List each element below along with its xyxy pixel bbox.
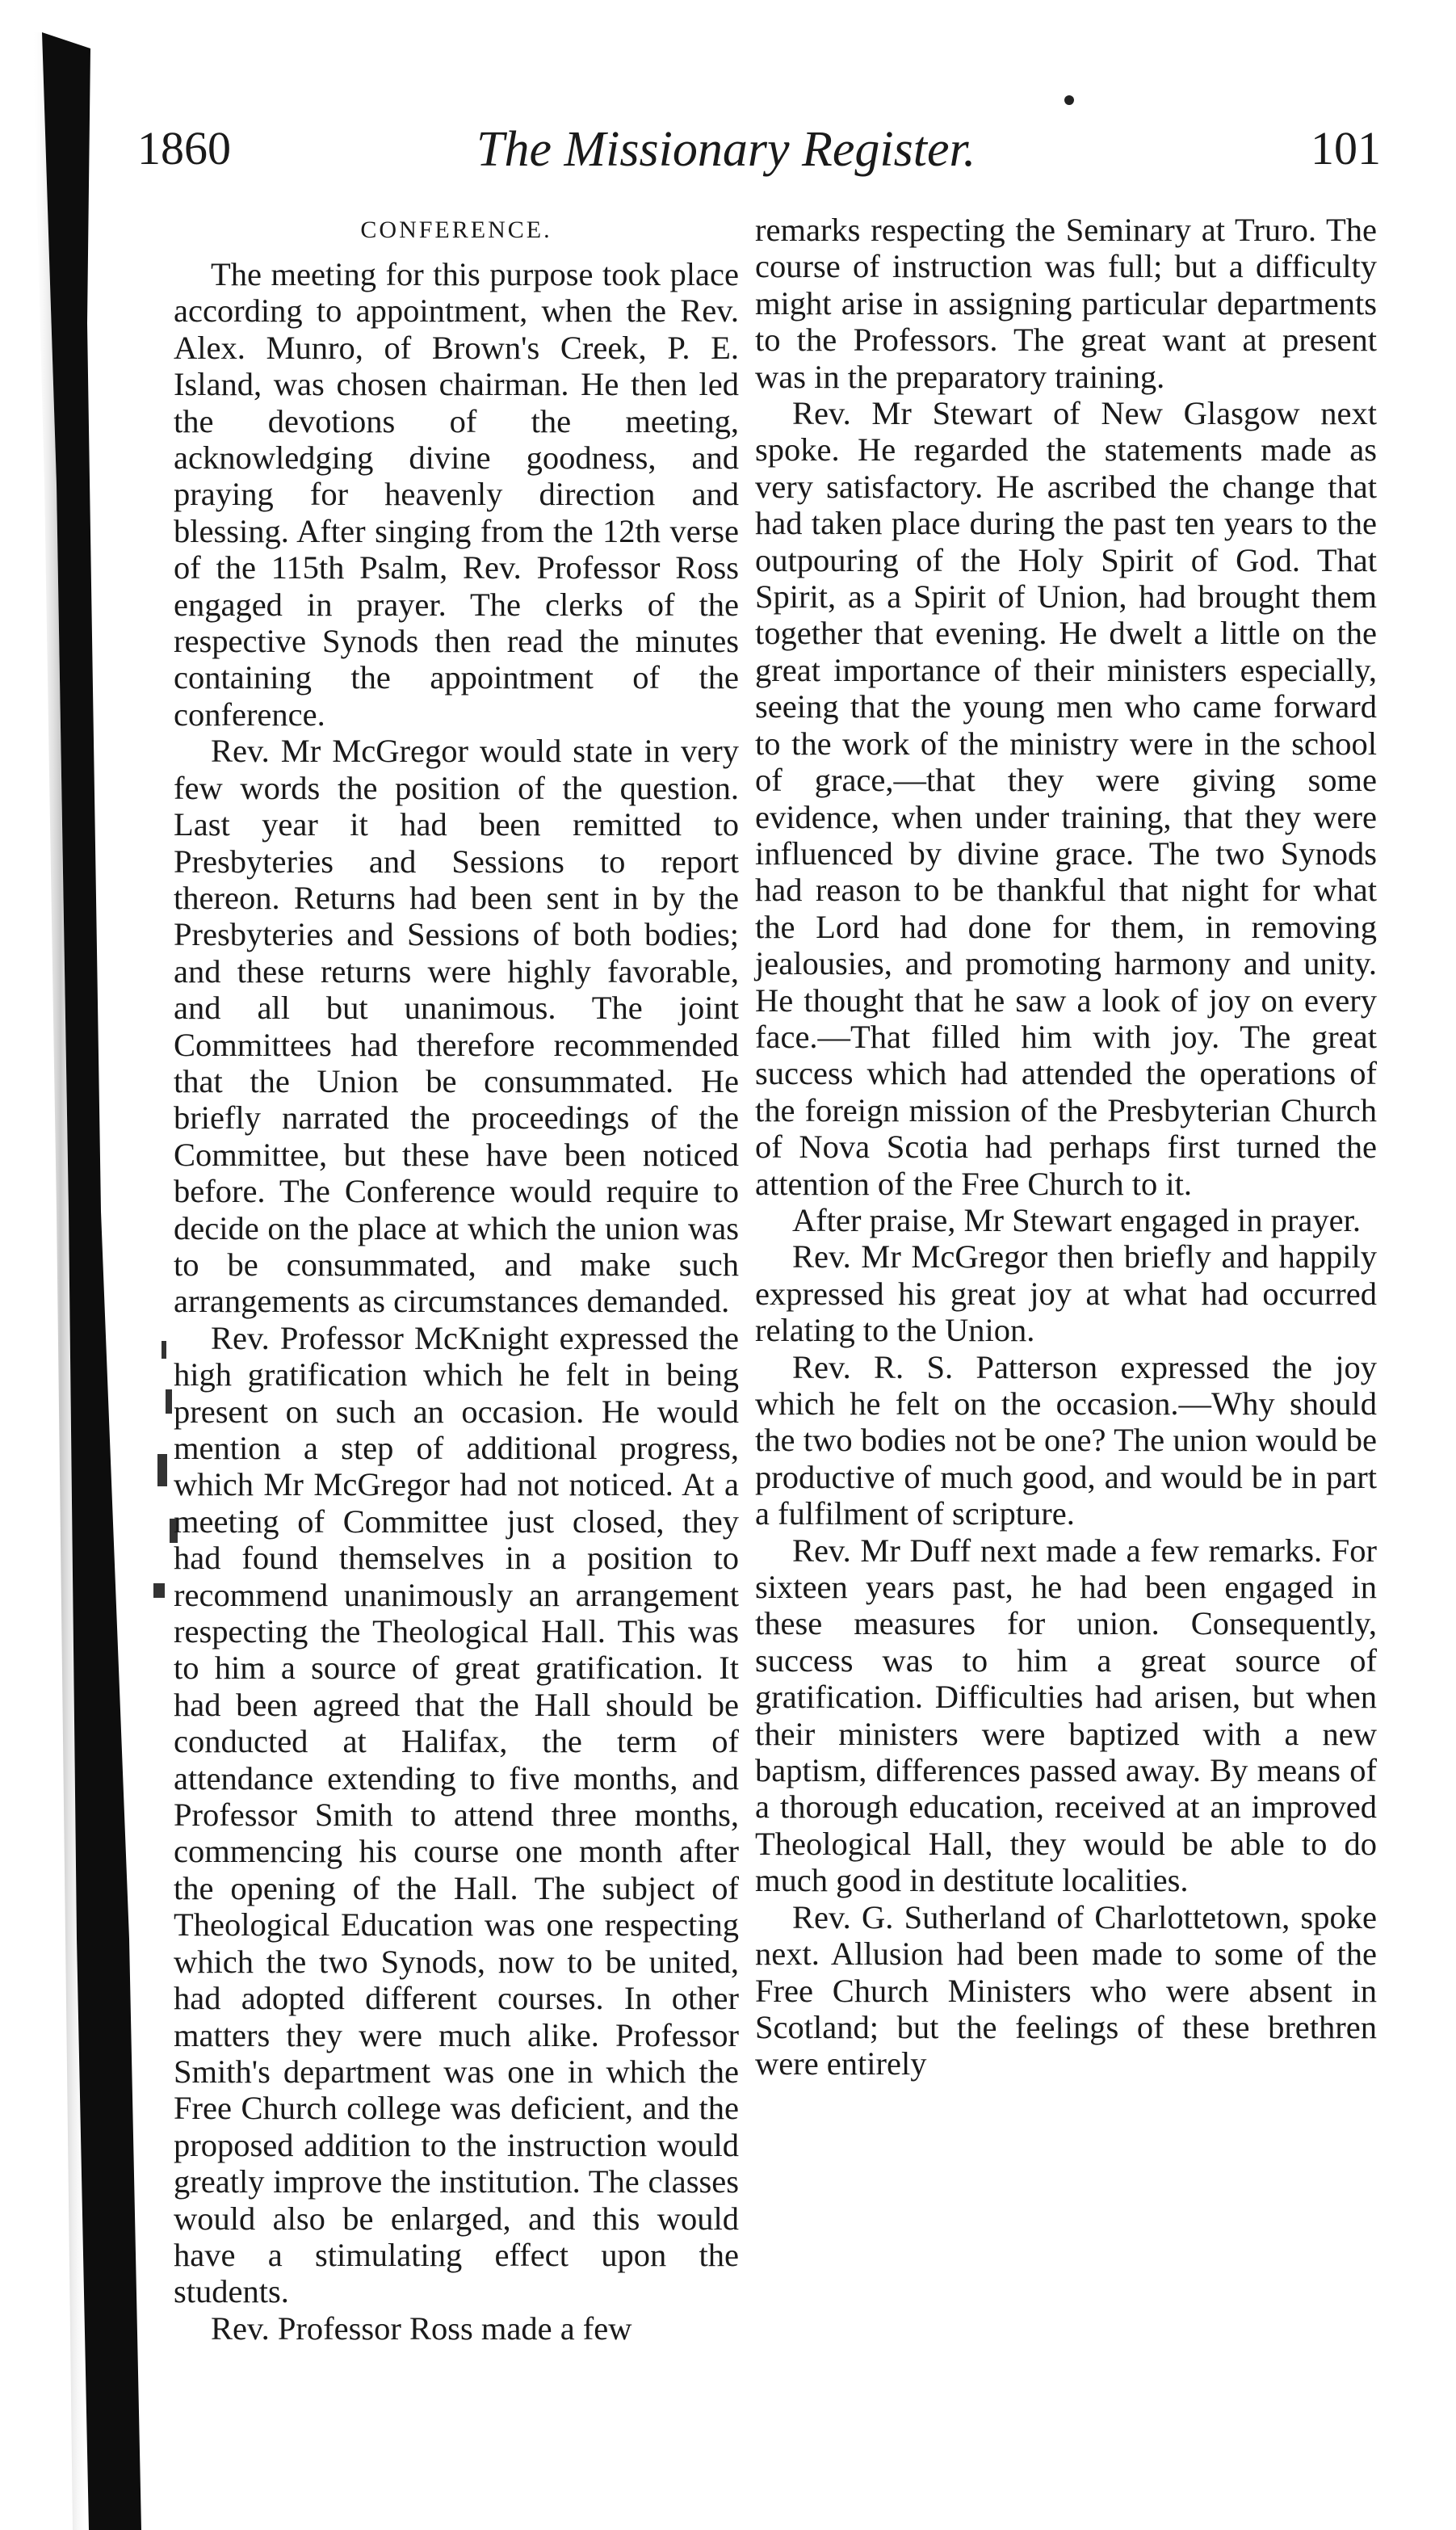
header-title: The Missionary Register. [476, 122, 976, 177]
paragraph: Rev. Mr Duff next made a few remarks. For sixteen years past, he had been engaged in these measures for union. Consequently, success was to him a great source of gratification. Difficulties had arisen, but when their ministers were baptized with a new baptism, differences passed away. By means of a thorough education, received at an improved Theological Hall, they would be able to do much good in destitute localities. [755, 1532, 1377, 1899]
paragraph: Rev. G. Sutherland of Charlottetown, spoke next. Allusion had been made to some of the Free Church Ministers who were absent in Scotland; but the feelings of these brethren were entirely [755, 1898, 1377, 2082]
ink-speck [1064, 95, 1074, 105]
page-header [137, 121, 1381, 194]
paragraph: Rev. Mr McGregor would state in very few words the position of the question. Last year it had been remitted to Presbyteries and Sessions to report thereon. Returns had been sent in by the Presbyteries and Sessions of both bodies; and these returns were highly favorable, and all but unanimous. The joint Committees had therefore recommended that the Union be consummated. He briefly narrated the proceedings of the Committee, but these have been noticed before. The Conference would require to decide on the place at which the union was to be consummated, and make such arrangements as circumstances demanded. [174, 733, 739, 1320]
paragraph: The meeting for this purpose took place according to appointment, when the Rev. Alex. Munro, of Brown's Creek, P. E. Island, was chosen chairman. He then led the devotions of the meeting, acknowledging divine goodness, and praying for heavenly direction and blessing. After singing from the 12th verse of the 115th Psalm, Rev. Professor Ross engaged in prayer. The clerks of the respective Synods then read the minutes containing the appointment of the conference. [174, 256, 739, 733]
paragraph: After praise, Mr Stewart engaged in prayer. [792, 1201, 1361, 1238]
paragraph: Rev. Mr McGregor then briefly and happily expressed his great joy at what had occurred relating to the Union. [755, 1238, 1377, 1349]
paragraph: Rev. Professor McKnight expressed the high gratification which he felt in being present on such an occasion. He would mention a step of additional progress, which Mr McGregor had not noticed. At a meeting of Committee just closed, they had found themselves in a position to recommend unanimously an arrangement respecting the Theological Hall. This was to him a source of great gratification. It had been agreed that the Hall should be conducted at Halifax, the term of attendance extending to five months, and Professor Smith to attend three months, commencing his course one month after the opening of the Hall. The subject of Theological Education was one respecting which the two Synods, now to be united, had adopted different courses. In other matters they were much alike. Professor Smith's department was one in which the Free Church college was deficient, and the proposed addition to the instruction would greatly improve the institution. The classes would also be enlarged, and this would have a stimulating effect upon the students. [174, 1319, 739, 2310]
header-year: 1860 [137, 122, 231, 174]
right-column [755, 212, 1377, 2082]
section-heading: CONFERENCE. [360, 216, 552, 243]
left-column [174, 212, 739, 2347]
paragraph-continued: remarks respecting the Seminary at Truro. The course of instruction was full; but a difficulty might arise in assigning particular departments to the Professors. The great want at present was in the preparatory training. [755, 212, 1377, 395]
paragraph: Rev. Professor Ross made a few [211, 2309, 632, 2347]
paragraph: Rev. R. S. Patterson expressed the joy which he felt on the occasion.—Why should the two bodies not be one? The union would be productive of much good, and would be in part a fulfilment of scripture. [755, 1348, 1377, 1532]
header-page-number: 101 [1311, 122, 1381, 174]
paragraph: Rev. Mr Stewart of New Glasgow next spoke. He regarded the statements made as very satisfactory. He ascribed the change that had taken place during the past ten years to the outpouring of the Holy Spirit of God. That Spirit, as a Spirit of Union, had brought them together that evening. He dwelt a little on the great importance of their ministers especially, seeing that the young men who came forward to the work of the ministry were in the school of grace,—that they were giving some evidence, when under training, that they were influenced by divine grace. The two Synods had reason to be thankful that night for what the Lord had done for them, in removing jealousies, and promoting harmony and unity. He thought that he saw a look of joy on every face.—That filled him with joy. The great success which had attended the operations of the foreign mission of the Presbyterian Church of Nova Scotia had perhaps first turned the attention of the Free Church to it. [755, 395, 1377, 1202]
